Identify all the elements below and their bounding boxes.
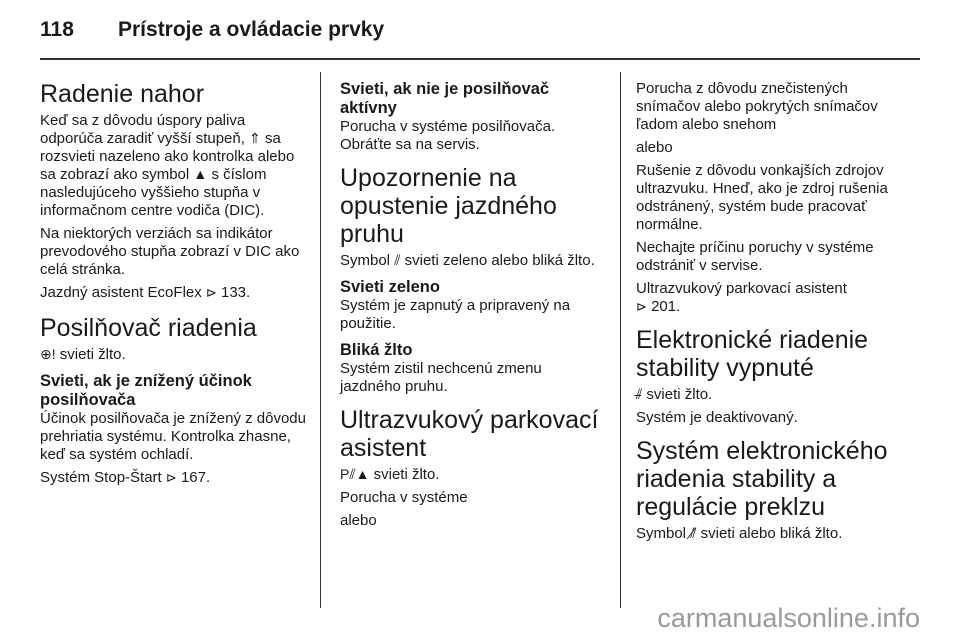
paragraph: Rušenie z dôvodu vonkajších zdrojov ultrazvuku. Hneď, ako je zdroj rušenia odstránený, systém bude pracovať normálne. <box>636 162 888 233</box>
running-title: Prístroje a ovládacie prvky <box>118 18 385 41</box>
heading-esc-off: Elektronické riadenie stability vypnuté <box>636 326 869 382</box>
cross-reference: Ultrazvukový parkovací asistent ⊳ 201. <box>636 280 847 315</box>
lane-departure-icon: ⫽ <box>394 252 401 268</box>
cross-reference: Systém Stop-Štart ⊳ 167. <box>40 469 211 486</box>
paragraph: Porucha z dôvodu znečistených snímačov alebo pokrytých snímačov ľadom alebo snehom <box>636 80 878 133</box>
page-reference-arrow-icon: ⊳ <box>636 299 647 314</box>
column-3 <box>636 68 904 548</box>
paragraph: Porucha v systéme posilňovača. Obráťte sa na servis. <box>340 118 556 153</box>
paragraph: Na niektorých verziách sa indikátor prevodového stupňa zobrazí v DIC ako celá stránka. <box>40 225 300 278</box>
column-2 <box>340 68 606 535</box>
paragraph: alebo <box>636 139 673 156</box>
paragraph: Systém je zapnutý a pripravený na použitie. <box>340 297 571 332</box>
paragraph: Účinok posilňovača je znížený z dôvodu prehriatia systému. Kontrolka zhasne, keď sa systém ochladí. <box>40 410 306 463</box>
subheading-steering-inactive: Svieti, ak nie je posilňovač aktívny <box>340 80 550 117</box>
subheading-yellow: Bliká žlto <box>340 341 413 359</box>
esc-off-icon: ⫽̶ <box>636 386 643 402</box>
heading-parking-assist: Ultrazvukový parkovací asistent <box>340 406 599 462</box>
parking-assist-icon: P⫽▲ <box>340 466 370 482</box>
header-rule <box>40 58 920 60</box>
column-1 <box>40 68 306 492</box>
paragraph: Nechajte príčinu poruchy v systéme odstrániť v servise. <box>636 239 874 274</box>
column-divider <box>320 72 321 608</box>
shift-up-icon: ⇑ <box>249 130 261 146</box>
steering-warning-icon: ⊕! <box>40 346 56 362</box>
paragraph: Porucha v systéme <box>340 489 468 506</box>
paragraph: Systém zistil nechcenú zmenu jazdného pruhu. <box>340 360 542 395</box>
heading-power-steering: Posilňovač riadenia <box>40 314 257 342</box>
paragraph: Symbol ⫽ svieti zeleno alebo bliká žlto. <box>340 252 595 269</box>
page-number: 118 <box>40 18 74 41</box>
heading-lane-departure: Upozornenie na opustenie jazdného pruhu <box>340 164 557 248</box>
paragraph: alebo <box>340 512 377 529</box>
paragraph: Symbol ⫽̸ svieti alebo bliká žlto. <box>636 525 843 542</box>
up-triangle-icon: ▲ <box>193 166 208 182</box>
column-divider <box>620 72 621 608</box>
paragraph: Systém je deaktivovaný. <box>636 409 798 426</box>
watermark: carmanualsonline.info <box>657 603 920 633</box>
paragraph: ⫽̶ svieti žlto. <box>636 386 713 403</box>
esc-icon: ⫽̸ <box>690 525 697 541</box>
page-header <box>40 18 920 48</box>
heading-esc-traction: Systém elektronického riadenia stability a regulácie preklzu <box>636 437 888 521</box>
page-reference-arrow-icon: ⊳ <box>205 285 217 300</box>
page-reference-arrow-icon: ⊳ <box>165 470 177 485</box>
subheading-green: Svieti zeleno <box>340 278 440 296</box>
paragraph: P⫽▲ svieti žlto. <box>340 466 440 483</box>
subheading-reduced-steering: Svieti, ak je znížený účinok posilňovača <box>40 372 252 409</box>
paragraph: Keď sa z dôvodu úspory paliva odporúča zaradiť vyšší stupeň, ⇑ sa rozsvieti nazeleno ako kontrolka alebo sa zobrazí ako symbol ▲ s číslom nasledujúceho vyššieho stupňa v informačnom centre vodiča (DIC). <box>40 112 295 219</box>
paragraph: ⊕! svieti žlto. <box>40 346 126 363</box>
heading-shift-up: Radenie nahor <box>40 80 205 108</box>
cross-reference: Jazdný asistent EcoFlex ⊳ 133. <box>40 284 251 301</box>
